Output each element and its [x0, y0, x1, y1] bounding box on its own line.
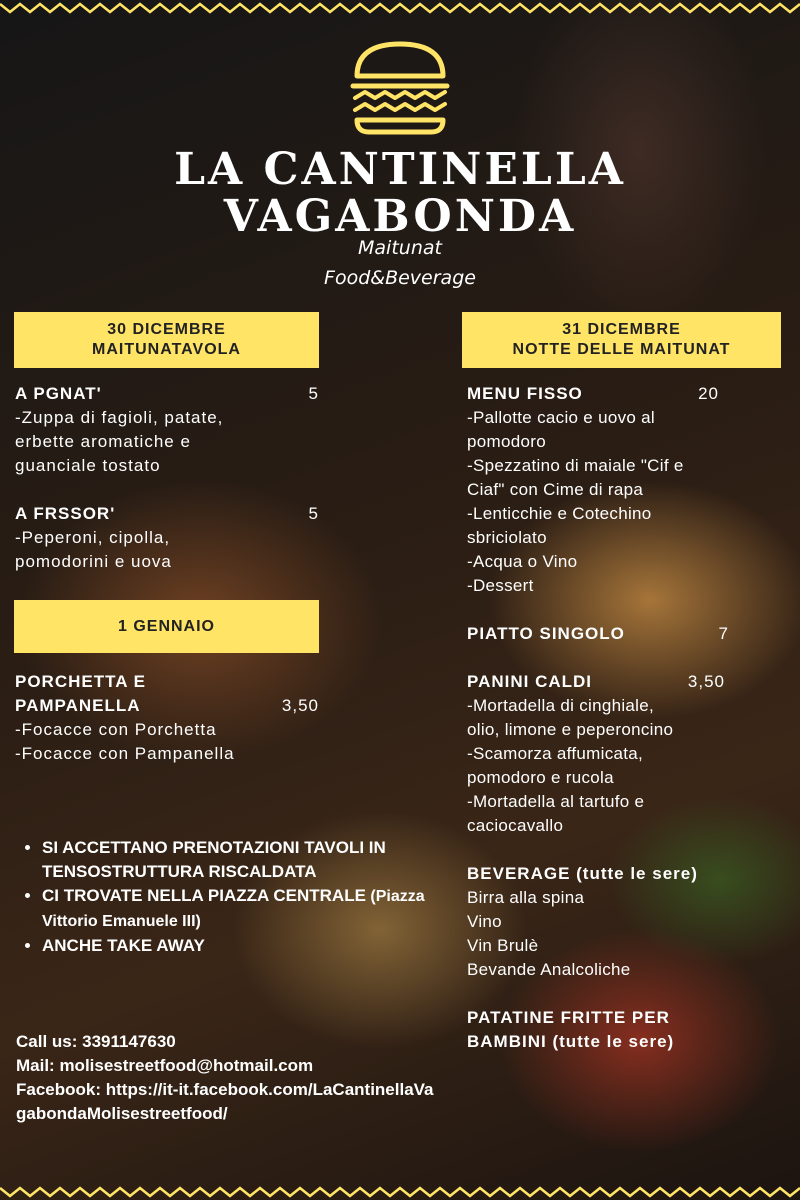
item-name: BEVERAGE (tutte le sere) — [467, 864, 698, 883]
banner-30-line2: MAITUNATAVOLA — [92, 341, 241, 358]
item-desc: -Lenticchie e Cotechino — [467, 504, 652, 523]
item-name: PANINI CALDI — [467, 672, 593, 691]
item-desc: -Dessert — [467, 576, 534, 595]
note-item: • SI ACCETTANO PRENOTAZIONI TAVOLI IN TENSOSTRUTTURA RISCALDATA — [42, 836, 442, 884]
banner-1-gennaio — [14, 600, 319, 653]
notes-list — [20, 836, 442, 958]
note-item: • ANCHE TAKE AWAY — [42, 934, 442, 958]
item-name: MENU FISSO — [467, 384, 583, 403]
menu-item-head — [467, 1006, 767, 1030]
item-desc: Vin Brulè — [467, 936, 539, 955]
top-zigzag-border — [0, 0, 800, 16]
contact-email[interactable]: Mail: molisestreetfood@hotmail.com — [16, 1056, 314, 1075]
contacts-block — [16, 1030, 436, 1126]
item-desc: -Scamorza affumicata, — [467, 744, 644, 763]
item-name: A FRSSOR' — [15, 504, 116, 523]
banner-30-line1: 30 DICEMBRE — [107, 321, 226, 338]
item-price: 3,50 — [281, 696, 319, 715]
item-price: 5 — [308, 384, 319, 403]
item-desc: pomodorini e uova — [15, 552, 172, 571]
item-desc: guanciale tostato — [15, 456, 161, 475]
item-desc: -Pallotte cacio e uovo al — [467, 408, 655, 427]
menu-item-head — [15, 694, 319, 718]
banner-30-dicembre — [14, 312, 319, 368]
contact-phone[interactable]: Call us: 3391147630 — [16, 1032, 176, 1051]
banner-31-line1: 31 DICEMBRE — [562, 321, 681, 338]
item-desc: Bevande Analcoliche — [467, 960, 631, 979]
item-desc: caciocavallo — [467, 816, 564, 835]
item-desc: Ciaf" con Cime di rapa — [467, 480, 644, 499]
item-desc: pomodoro e rucola — [467, 768, 614, 787]
menu-item-head — [15, 382, 319, 406]
item-name: A PGNAT' — [15, 384, 102, 403]
menu-item-head — [467, 382, 719, 406]
item-desc: erbette aromatiche e — [15, 432, 191, 451]
item-price: 7 — [718, 624, 729, 643]
bottom-zigzag-border — [0, 1184, 800, 1200]
item-desc: -Mortadella di cinghiale, — [467, 696, 655, 715]
subtitle-line2: Food&Beverage — [324, 267, 476, 289]
item-price: 20 — [698, 384, 719, 403]
menu-item-head — [467, 670, 725, 694]
page-title-line1: LA CANTINELLA — [174, 144, 626, 195]
item-desc: sbriciolato — [467, 528, 547, 547]
note-item: • CI TROVATE NELLA PIAZZA CENTRALE (Piazza Vittorio Emanuele III) — [42, 884, 442, 934]
left-menu-30 — [15, 382, 319, 574]
item-desc: olio, limone e peperoncino — [467, 720, 674, 739]
subtitle-line1: Maitunat — [358, 237, 442, 259]
item-desc: -Focacce con Pampanella — [15, 744, 235, 763]
burger-icon — [345, 40, 455, 135]
menu-item-head — [15, 502, 319, 526]
item-desc: -Zuppa di fagioli, patate, — [15, 408, 224, 427]
banner-31-line2: NOTTE DELLE MAITUNAT — [512, 341, 731, 358]
item-name: PAMPANELLA — [15, 696, 141, 715]
item-desc: Birra alla spina — [467, 888, 585, 907]
item-desc: Vino — [467, 912, 502, 931]
menu-item-head — [467, 622, 729, 646]
item-price: 5 — [308, 504, 319, 523]
banner-gennaio-line1: 1 GENNAIO — [117, 617, 215, 635]
item-desc: -Mortadella al tartufo e — [467, 792, 645, 811]
item-name: PIATTO SINGOLO — [467, 624, 625, 643]
right-menu-31 — [467, 382, 767, 1054]
item-name: PATATINE FRITTE PER — [467, 1008, 670, 1027]
menu-item-head — [15, 670, 319, 694]
page-title-line2: VAGABONDA — [223, 191, 577, 242]
menu-item-head — [467, 1030, 767, 1054]
item-name: PORCHETTA E — [15, 672, 146, 691]
item-price: 3,50 — [687, 672, 725, 691]
item-name: BAMBINI (tutte le sere) — [467, 1032, 675, 1051]
item-desc: -Peperoni, cipolla, — [15, 528, 171, 547]
item-desc: -Focacce con Porchetta — [15, 720, 217, 739]
left-menu-gennaio — [15, 670, 319, 766]
menu-item-head — [467, 862, 767, 886]
item-desc: -Spezzatino di maiale "Cif e — [467, 456, 684, 475]
item-desc: -Acqua o Vino — [467, 552, 578, 571]
contact-facebook[interactable]: Facebook: https://it-it.facebook.com/LaCantinellaVagabondaMolisestreetfood/ — [16, 1080, 434, 1123]
item-desc: pomodoro — [467, 432, 546, 451]
banner-31-dicembre — [462, 312, 781, 368]
